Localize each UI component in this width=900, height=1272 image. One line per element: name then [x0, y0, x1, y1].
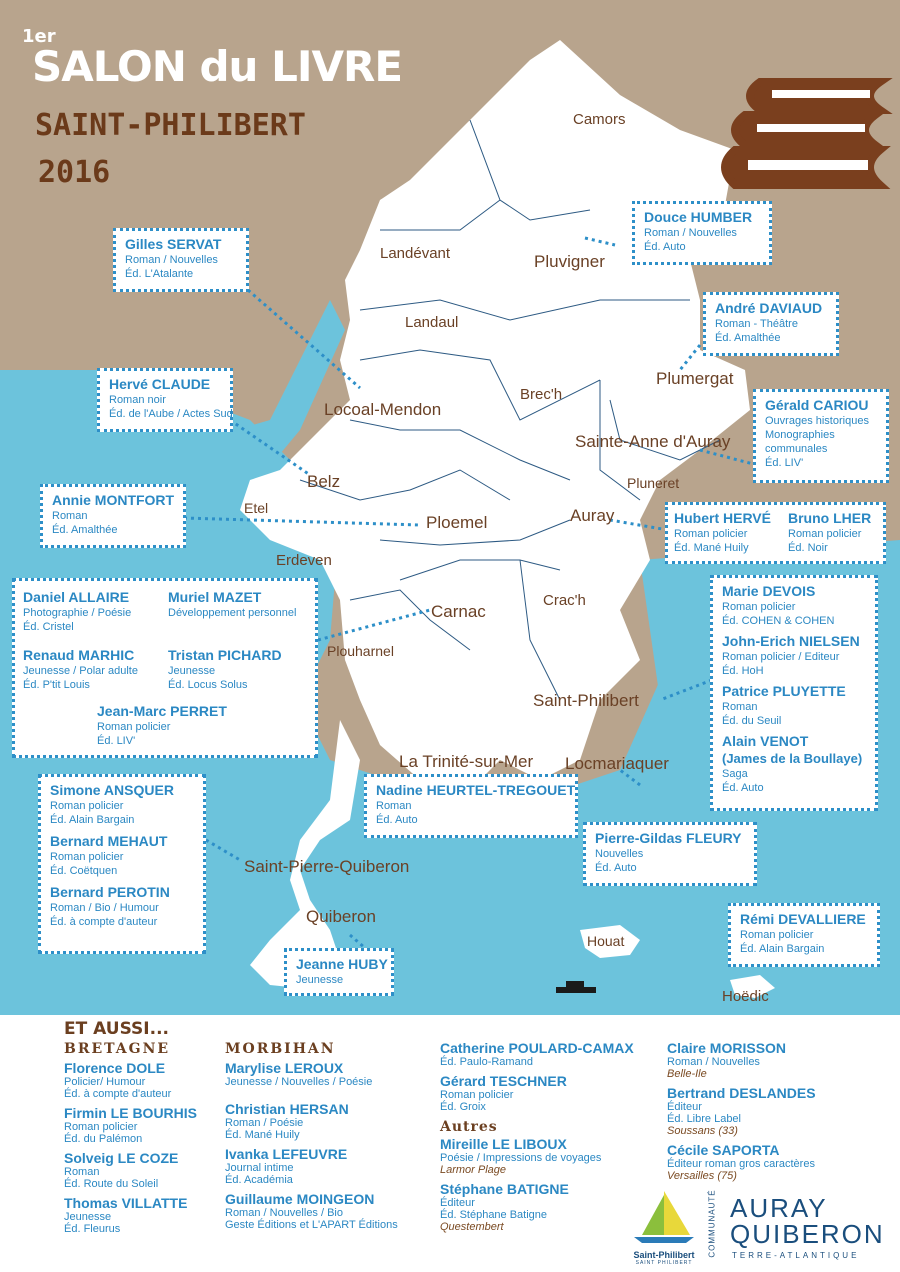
author-genre: Roman policier / Editeur: [722, 651, 840, 663]
list-item: [225, 1102, 398, 1141]
author-name: Hubert HERVÉ: [674, 510, 771, 526]
author-genre: communales: [765, 443, 828, 455]
author-name: Jean-Marc PERRET: [97, 703, 227, 719]
author-genre: Policier/ Humour: [64, 1076, 146, 1088]
author-genre: Éditeur roman gros caractères: [667, 1158, 815, 1170]
author-name: Pierre-Gildas FLEURY: [595, 830, 742, 846]
place-hoedic: Hoëdic: [722, 988, 769, 1005]
author-name: Mireille LE LIBOUX: [440, 1136, 567, 1152]
author-genre: Roman - Théâtre: [715, 318, 798, 330]
author-name: Gérard TESCHNER: [440, 1073, 567, 1089]
list-item: [64, 1061, 197, 1100]
author-name: Catherine POULARD-CAMAX: [440, 1040, 634, 1056]
author-genre: Roman policier: [674, 528, 748, 540]
title-year: 2016: [38, 155, 111, 190]
author-publisher: Éd. Mané Huily: [225, 1129, 300, 1141]
place-quiberon: Quiberon: [306, 907, 376, 926]
list-item: [667, 1041, 816, 1080]
author-name: Marylise LEROUX: [225, 1060, 344, 1076]
author-publisher: Éd. Noir: [788, 542, 828, 554]
place-plumergat: Plumergat: [656, 369, 734, 388]
place-pluneret: Pluneret: [627, 475, 680, 491]
section-morbihan: MORBIHAN: [225, 1041, 336, 1057]
author-name: Rémi DEVALLIERE: [740, 911, 866, 927]
list-item: [667, 1086, 816, 1137]
author-publisher: Éd. Auto: [376, 814, 418, 826]
list-item: [64, 1196, 197, 1235]
logo-quiberon: QUIBERON: [730, 1219, 885, 1249]
author-location: Larmor Plage: [440, 1164, 507, 1176]
place-saint-philibert: Saint-Philibert: [533, 691, 639, 710]
author-box-fleury: [583, 822, 757, 886]
author-genre: Nouvelles: [595, 848, 644, 860]
title-prefix: 1er: [22, 26, 56, 47]
place-crach: Crac'h: [543, 592, 586, 609]
author-genre: Jeunesse / Polar adulte: [23, 665, 138, 677]
bottom-panel: [0, 1015, 900, 1272]
list-item: [64, 1106, 197, 1145]
author-publisher: Éd. Amalthée: [52, 524, 118, 536]
author-location: Soussans (33): [667, 1125, 738, 1137]
author-name: John-Erich NIELSEN: [722, 633, 860, 649]
author-publisher: Éd. du Palémon: [64, 1133, 143, 1145]
author-publisher: Éd. Auto: [595, 862, 637, 874]
author-name: Claire MORISSON: [667, 1040, 787, 1056]
author-genre: Roman policier: [740, 929, 814, 941]
author-genre: Éditeur: [440, 1197, 475, 1209]
author-name: Nadine HEURTEL-TREGOUET: [376, 782, 576, 798]
author-genre: Jeunesse / Nouvelles / Poésie: [225, 1076, 373, 1088]
author-name: Marie DEVOIS: [722, 583, 816, 599]
author-name: Bruno LHER: [788, 510, 872, 526]
place-sainte-anne: Sainte-Anne d'Auray: [575, 432, 731, 451]
sailboat-logo-icon: [628, 1185, 700, 1245]
list-item: [225, 1061, 398, 1088]
author-genre: Jeunesse: [296, 974, 344, 986]
author-genre: Roman: [376, 800, 412, 812]
author-genre: Roman / Nouvelles / Bio: [225, 1207, 343, 1219]
author-genre: Roman: [64, 1166, 100, 1178]
column-bretagne: [64, 1041, 197, 1241]
list-item: [440, 1041, 634, 1068]
author-box-huby: [284, 948, 394, 996]
author-publisher: Éd. Mané Huily: [674, 542, 749, 554]
author-publisher: Éd. Groix: [440, 1101, 486, 1113]
author-alias: (James de la Boullaye): [722, 751, 863, 766]
author-box-herve-lher: [665, 502, 886, 564]
author-name: Florence DOLE: [64, 1060, 166, 1076]
author-name: Firmin LE BOURHIS: [64, 1105, 198, 1121]
author-genre: Roman policier: [722, 601, 796, 613]
list-item: [440, 1182, 634, 1233]
place-carnac: Carnac: [431, 602, 486, 621]
author-name: André DAVIAUD: [715, 300, 823, 316]
author-publisher: Éd. Libre Label: [667, 1113, 741, 1125]
author-name: Tristan PICHARD: [168, 647, 282, 663]
author-name: Jeanne HUBY: [296, 956, 388, 972]
list-item: [440, 1074, 634, 1113]
author-name: Renaud MARHIC: [23, 647, 135, 663]
title-line2: SAINT-PHILIBERT: [35, 108, 306, 143]
author-genre: Monographies: [765, 429, 835, 441]
place-trinite: La Trinité-sur-Mer: [399, 752, 534, 771]
author-name: Ivanka LEFEUVRE: [225, 1146, 348, 1162]
author-name: Douce HUMBER: [644, 209, 753, 225]
author-publisher: Éd. HoH: [722, 665, 764, 677]
place-houat: Houat: [587, 933, 625, 949]
author-box-montfort: [40, 484, 186, 548]
author-publisher: Éd. de l'Aube / Actes Sud: [109, 408, 233, 420]
author-genre: Roman / Nouvelles: [125, 254, 218, 266]
author-genre: Roman policier: [64, 1121, 138, 1133]
author-genre: Jeunesse: [168, 665, 216, 677]
place-erdeven: Erdeven: [276, 552, 332, 569]
column-morbihan: [225, 1041, 398, 1237]
author-box-group-west: [12, 578, 318, 758]
column-3: [440, 1041, 634, 1239]
author-publisher: Éd. LIV': [765, 457, 804, 469]
author-publisher: Éd. LIV': [97, 735, 136, 747]
section-bretagne: BRETAGNE: [64, 1041, 171, 1057]
communaute-logo: [707, 1185, 885, 1265]
author-box-heurtel: [364, 774, 578, 838]
author-genre: Journal intime: [225, 1162, 294, 1174]
place-pluvigner: Pluvigner: [534, 252, 605, 271]
et-aussi-title: ET AUSSI...: [64, 1019, 169, 1039]
place-plouharnel: Plouharnel: [327, 643, 394, 659]
author-name: Solveig LE COZE: [64, 1150, 179, 1166]
list-item: [64, 1151, 197, 1190]
author-publisher: Éd. Fleurus: [64, 1223, 121, 1235]
saint-philibert-logo: [628, 1185, 700, 1265]
place-etel: Etel: [244, 500, 269, 516]
saint-philibert-logo-small: SAINT PHILIBERT: [635, 1260, 693, 1266]
author-genre: Roman / Nouvelles: [644, 227, 737, 239]
author-publisher: Éd. Stéphane Batigne: [440, 1209, 548, 1221]
list-item: [225, 1192, 398, 1231]
author-genre: Roman: [52, 510, 88, 522]
author-box-servat: [113, 228, 249, 292]
author-genre: Ouvrages historiques: [765, 415, 869, 427]
author-name: Stéphane BATIGNE: [440, 1181, 569, 1197]
list-item: [440, 1137, 634, 1176]
author-name: Gérald CARIOU: [765, 397, 869, 413]
list-item: [667, 1143, 816, 1182]
author-name: Muriel MAZET: [168, 589, 262, 605]
place-ploemel: Ploemel: [426, 513, 488, 532]
author-name: Daniel ALLAIRE: [23, 589, 130, 605]
author-publisher: Geste Éditions et L'APART Éditions: [225, 1219, 398, 1231]
author-publisher: Éd. Locus Solus: [168, 679, 248, 691]
author-publisher: Éd. Alain Bargain: [740, 943, 825, 955]
author-genre: Roman policier: [50, 800, 124, 812]
author-name: Gilles SERVAT: [125, 236, 222, 252]
author-name: Alain VENOT: [722, 733, 809, 749]
author-genre: Saga: [722, 768, 748, 780]
title-line1: SALON du LIVRE: [32, 42, 403, 91]
place-locmariaquer: Locmariaquer: [565, 754, 669, 773]
author-box-group-quiberon: [38, 774, 206, 954]
author-publisher: Éd. COHEN & COHEN: [722, 615, 835, 627]
author-box-humber: [632, 201, 772, 265]
logo-auray: AURAY: [730, 1193, 828, 1223]
author-location: Questembert: [440, 1221, 504, 1233]
author-publisher: Éd. Alain Bargain: [50, 814, 135, 826]
author-genre: Photographie / Poésie: [23, 607, 132, 619]
author-name: Annie MONTFORT: [52, 492, 175, 508]
author-publisher: Éd. Cristel: [23, 621, 74, 633]
author-publisher: Éd. à compte d'auteur: [50, 916, 158, 928]
author-location: Versailles (75): [667, 1170, 737, 1182]
place-auray: Auray: [570, 506, 615, 525]
author-publisher: Éd. Auto: [722, 782, 764, 794]
author-publisher: Éd. du Seuil: [722, 715, 782, 727]
place-landevant: Landévant: [380, 245, 451, 262]
author-genre: Roman / Poésie: [225, 1117, 304, 1129]
author-name: Bertrand DESLANDES: [667, 1085, 816, 1101]
place-saint-pierre: Saint-Pierre-Quiberon: [244, 857, 410, 876]
column-4: [667, 1041, 816, 1188]
place-landaul: Landaul: [405, 314, 459, 331]
author-name: Simone ANSQUER: [50, 782, 174, 798]
author-publisher: Éd. Paulo-Ramand: [440, 1056, 533, 1068]
author-genre: Roman: [722, 701, 758, 713]
author-box-devalliere: [728, 903, 880, 967]
author-publisher: Éd. Route du Soleil: [64, 1178, 159, 1190]
author-box-daviaud: [703, 292, 839, 356]
author-publisher: Éd. Coëtquen: [50, 865, 118, 877]
logo-terre-atlantique: TERRE-ATLANTIQUE: [732, 1251, 860, 1260]
author-name: Guillaume MOINGEON: [225, 1191, 375, 1207]
author-genre: Roman policier: [50, 851, 124, 863]
author-publisher: Éd. à compte d'auteur: [64, 1088, 172, 1100]
place-camors: Camors: [573, 111, 626, 128]
author-genre: Éditeur: [667, 1101, 702, 1113]
author-genre: Roman / Bio / Humour: [50, 902, 159, 914]
author-publisher: Éd. Amalthée: [715, 332, 781, 344]
section-autres: Autres: [440, 1119, 498, 1135]
author-name: Thomas VILLATTE: [64, 1195, 188, 1211]
author-name: Bernard MEHAUT: [50, 833, 168, 849]
author-genre: Roman policier: [788, 528, 862, 540]
author-genre: Roman policier: [440, 1089, 514, 1101]
author-publisher: Éd. Académia: [225, 1174, 293, 1186]
author-name: Bernard PEROTIN: [50, 884, 170, 900]
place-brech: Brec'h: [520, 386, 563, 403]
author-genre: Roman policier: [97, 721, 171, 733]
author-publisher: Éd. L'Atalante: [125, 268, 194, 280]
author-name: Patrice PLUYETTE: [722, 683, 846, 699]
author-genre: Poésie / Impressions de voyages: [440, 1152, 602, 1164]
author-publisher: Éd. Auto: [644, 241, 686, 253]
author-name: Cécile SAPORTA: [667, 1142, 780, 1158]
list-item: [225, 1147, 398, 1186]
author-box-group-east: [710, 575, 878, 811]
place-locoal: Locoal-Mendon: [324, 400, 442, 419]
author-genre: Jeunesse: [64, 1211, 112, 1223]
author-genre: Développement personnel: [168, 607, 297, 619]
author-name: Christian HERSAN: [225, 1101, 349, 1117]
author-publisher: Éd. P'tit Louis: [23, 679, 90, 691]
author-genre: Roman / Nouvelles: [667, 1056, 760, 1068]
author-location: Belle-Ile: [667, 1068, 707, 1080]
author-name: Hervé CLAUDE: [109, 376, 211, 392]
author-genre: Roman noir: [109, 394, 166, 406]
communaute-vertical: COMMUNAUTÉ: [707, 1189, 717, 1258]
saint-philibert-logo-text: Saint-Philibert: [633, 1250, 695, 1260]
place-belz: Belz: [307, 472, 341, 491]
author-box-claude: [97, 368, 233, 432]
author-box-cariou: [753, 389, 889, 483]
